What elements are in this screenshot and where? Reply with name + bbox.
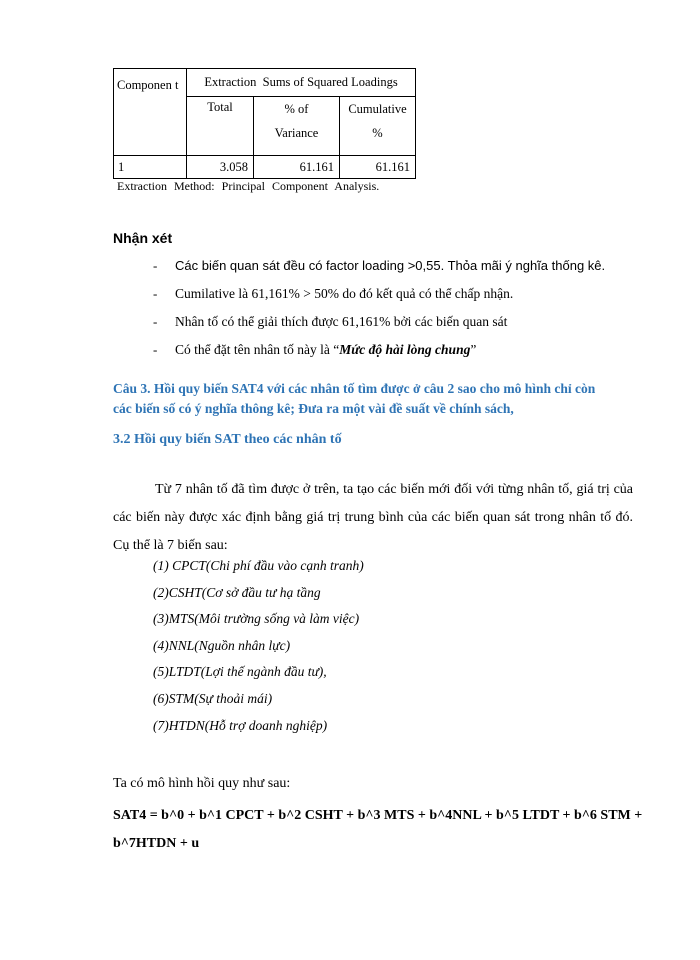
table-row xyxy=(114,156,416,179)
header-extraction-group: Extraction Sums of Squared Loadings xyxy=(187,69,416,97)
list-item: (1) CPCT(Chi phí đầu vào cạnh tranh) xyxy=(153,558,364,573)
question-3-heading: Câu 3. Hồi quy biến SAT4 với các nhân tố tìm được ở câu 2 sao cho mô hình chỉ còn các biến số có ý nghĩa thông kê; Đưa ra một vài đề suất về chính sách, xyxy=(113,381,596,416)
cell-component: 1 xyxy=(114,156,187,179)
cell-variance: 61.161 xyxy=(254,156,340,179)
list-item: (5)LTDT(Lợi thế ngành đầu tư), xyxy=(153,664,327,680)
section-heading: 3.2 Hồi quy biến SAT theo các nhân tố xyxy=(113,432,342,447)
total-variance-table xyxy=(113,68,416,179)
header-cumulative: Cumulative % xyxy=(340,97,416,156)
emphasized-name: Mức độ hài lòng chung xyxy=(339,342,471,357)
list-item: (2)CSHT(Cơ sở đầu tư hạ tầng xyxy=(153,584,321,600)
cell-cumulative: 61.161 xyxy=(340,156,416,179)
model-intro: Ta có mô hình hồi quy như sau: xyxy=(113,776,291,791)
list-item: (3)MTS(Môi trường sống và làm việc) xyxy=(153,611,360,627)
table-caption: Extraction Method: Principal Component Analysis. xyxy=(117,179,380,193)
remarks-heading: Nhận xét xyxy=(113,230,173,246)
cell-total: 3.058 xyxy=(187,156,254,179)
list-item: (4)NNL(Nguồn nhân lực) xyxy=(153,637,291,653)
header-component: Componen t xyxy=(114,69,187,156)
variable-list xyxy=(153,556,364,742)
header-percent-variance: % of Variance xyxy=(254,97,340,156)
header-total: Total xyxy=(187,97,254,156)
list-item: (7)HTDN(Hỗ trợ doanh nghiệp) xyxy=(153,717,328,733)
list-item: (6)STM(Sự thoải mái) xyxy=(153,690,273,706)
body-paragraph: Từ 7 nhân tố đã tìm được ở trên, ta tạo các biến mới đối với từng nhân tố, giá trị của các biến này được xác định bằng giá trị trung bình của các biến quan sát trong nhân tố đó. Cụ thể là 7 biến sau: xyxy=(113,482,633,553)
regression-equation: SAT4 = b^0 + b^1 CPCT + b^2 CSHT + b^3 MTS + b^4NNL + b^5 LTDT + b^6 STM + b^7HTDN + u xyxy=(113,808,643,851)
